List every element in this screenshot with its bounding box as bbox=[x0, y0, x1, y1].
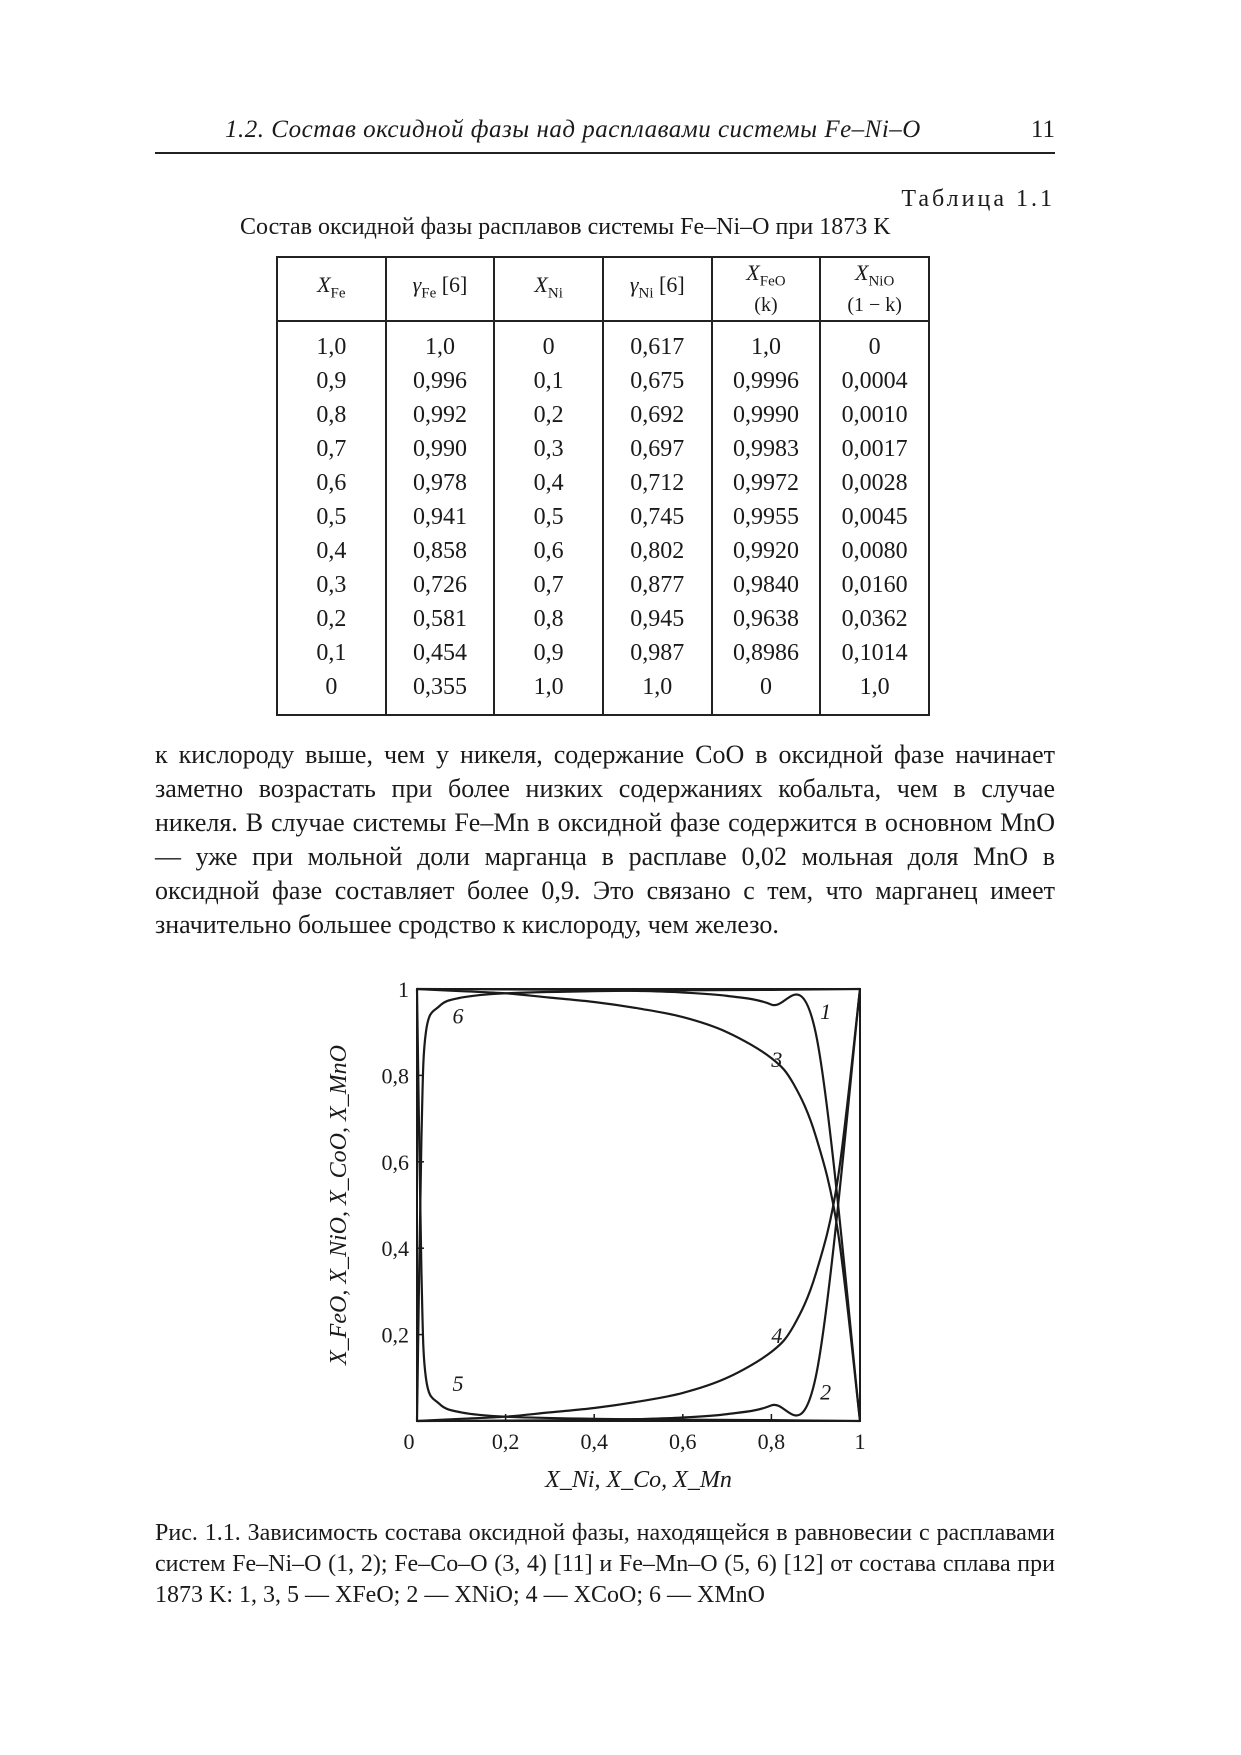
table-cell: 0 bbox=[820, 321, 929, 364]
table-cell: 0 bbox=[712, 670, 821, 715]
table-cell: 0,0028 bbox=[820, 466, 929, 500]
table-cell: 0,9955 bbox=[712, 500, 821, 534]
table-cell: 0,8 bbox=[494, 602, 603, 636]
header-subscript: Fe bbox=[421, 285, 437, 302]
series-line-4 bbox=[417, 989, 860, 1421]
header-symbol: $X_{Ni}$ bbox=[534, 271, 563, 302]
chart bbox=[320, 975, 920, 1515]
series-line-1 bbox=[417, 989, 860, 1421]
table-cell: 1,0 bbox=[386, 321, 495, 364]
data-table bbox=[276, 256, 930, 716]
x-tick-label: 0,8 bbox=[757, 1429, 786, 1454]
table-header-row bbox=[277, 257, 929, 321]
header-subscript: Fe bbox=[330, 285, 346, 302]
table-header-cell bbox=[494, 257, 603, 321]
series-line-6 bbox=[417, 989, 860, 1421]
header-symbol: $\gamma_{Fe}$ bbox=[412, 271, 437, 302]
table-cell: 0,6 bbox=[277, 466, 386, 500]
y-tick-label: 0,6 bbox=[381, 1149, 409, 1175]
curve-label-5: 5 bbox=[452, 1370, 464, 1396]
series-line-2 bbox=[417, 989, 860, 1421]
table-cell: 0,3 bbox=[494, 432, 603, 466]
running-head bbox=[155, 116, 1055, 154]
table-cell: 0,1 bbox=[494, 364, 603, 398]
x-axis-label: X_Ni, X_Co, X_Mn bbox=[545, 1467, 732, 1493]
x-tick-label: 0,6 bbox=[669, 1429, 697, 1454]
table-cell: 1,0 bbox=[277, 321, 386, 364]
table-cell: 0,877 bbox=[603, 568, 712, 602]
table-cell: 0,675 bbox=[603, 364, 712, 398]
table-cell: 0,1 bbox=[277, 636, 386, 670]
table-cell: 0,581 bbox=[386, 602, 495, 636]
table-row bbox=[277, 500, 929, 534]
y-tick-label: 0,4 bbox=[381, 1236, 409, 1262]
table-cell: 0,2 bbox=[494, 398, 603, 432]
table-cell: 0,0362 bbox=[820, 602, 929, 636]
table-cell: 0,0080 bbox=[820, 534, 929, 568]
curve-label-2: 2 bbox=[820, 1379, 832, 1405]
table-cell: 0,978 bbox=[386, 466, 495, 500]
curve-label-3: 3 bbox=[771, 1046, 783, 1072]
table-cell: 0,4 bbox=[494, 466, 603, 500]
header-subscript: Ni bbox=[638, 285, 654, 302]
x-tick-label: 0 bbox=[403, 1429, 415, 1454]
table-cell: 0,992 bbox=[386, 398, 495, 432]
table-cell: 0,4 bbox=[277, 534, 386, 568]
table-cell: 1,0 bbox=[820, 670, 929, 715]
table-row bbox=[277, 636, 929, 670]
running-head-title: 1.2. Состав оксидной фазы над расплавами системы Fe–Ni–O bbox=[225, 116, 921, 143]
table-row bbox=[277, 534, 929, 568]
table-cell: 0,802 bbox=[603, 534, 712, 568]
table-cell: 0,9840 bbox=[712, 568, 821, 602]
table-cell: 0,0017 bbox=[820, 432, 929, 466]
plot-frame bbox=[417, 989, 860, 1421]
table-cell: 0,9983 bbox=[712, 432, 821, 466]
header-symbol: $\gamma_{Ni}$ bbox=[629, 271, 654, 302]
figure-caption bbox=[155, 1518, 1055, 1611]
body-paragraph: к кислороду выше, чем у никеля, содержание CoO в оксидной фазе начинает заметно возрастать при более низких содержаниях кобальта, чем в случае никеля. В случае системы Fe–Mn в оксидной фазе содержится в основном MnO — уже при мольной доли марганца в расплаве 0,02 мольная доля MnO в оксидной фазе составляет более 0,9. Это связано с тем, что марганец имеет значительно большее сродство к кислороду, чем железо. bbox=[155, 740, 1055, 939]
x-tick-label: 0,4 bbox=[580, 1429, 608, 1454]
table-cell: 0,0004 bbox=[820, 364, 929, 398]
y-tick-label: 1 bbox=[398, 977, 409, 1002]
header-extra: (1 − k) bbox=[847, 293, 902, 316]
table-cell: 0,692 bbox=[603, 398, 712, 432]
header-symbol: $X_{FeO}$ bbox=[746, 260, 786, 290]
table-cell: 0,9920 bbox=[712, 534, 821, 568]
table-caption: Состав оксидной фазы расплавов системы Fe–Ni–O при 1873 K bbox=[240, 214, 891, 240]
table-cell: 0,726 bbox=[386, 568, 495, 602]
y-tick-label: 0,8 bbox=[381, 1063, 409, 1089]
table-cell: 0 bbox=[494, 321, 603, 364]
table-cell: 0,858 bbox=[386, 534, 495, 568]
table-cell: 0,7 bbox=[494, 568, 603, 602]
figure-caption-text: Рис. 1.1. Зависимость состава оксидной фазы, находящейся в равновесии с расплавами систем Fe–Ni–O (1, 2); Fe–Co–O (3, 4) [11] и Fe–Mn–O (5, 6) [12] от состава сплава при 1873 K: 1, 3, 5 — XFeO; 2 — XNiO; 4 — XCoO; 6 — XMnO bbox=[155, 1520, 1055, 1608]
x-tick-label: 0,2 bbox=[491, 1429, 520, 1454]
header-extra: [6] bbox=[653, 271, 685, 297]
table-cell: 0,2 bbox=[277, 602, 386, 636]
header-extra: [6] bbox=[436, 271, 468, 297]
table-cell: 0,7 bbox=[277, 432, 386, 466]
table-cell: 0,5 bbox=[494, 500, 603, 534]
table-cell: 0,5 bbox=[277, 500, 386, 534]
table-cell: 1,0 bbox=[494, 670, 603, 715]
table-cell: 1,0 bbox=[712, 321, 821, 364]
table-cell: 0,9972 bbox=[712, 466, 821, 500]
table-cell: 0,941 bbox=[386, 500, 495, 534]
table-row bbox=[277, 321, 929, 364]
table-row bbox=[277, 398, 929, 432]
figure bbox=[320, 975, 920, 1515]
table-cell: 0,8986 bbox=[712, 636, 821, 670]
table-header-cell bbox=[603, 257, 712, 321]
curve-label-4: 4 bbox=[771, 1323, 783, 1349]
table-cell: 0,3 bbox=[277, 568, 386, 602]
table-cell: 0,355 bbox=[386, 670, 495, 715]
table-cell: 0,9990 bbox=[712, 398, 821, 432]
table-cell: 0,0010 bbox=[820, 398, 929, 432]
table-row bbox=[277, 568, 929, 602]
table-header-cell bbox=[712, 257, 821, 321]
curve-label-1: 1 bbox=[820, 999, 832, 1025]
table-cell: 0,945 bbox=[603, 602, 712, 636]
table-cell: 0,0045 bbox=[820, 500, 929, 534]
table-cell: 0,617 bbox=[603, 321, 712, 364]
header-subscript: FeO bbox=[759, 273, 786, 290]
table-cell: 0,9996 bbox=[712, 364, 821, 398]
table-cell: 0,1014 bbox=[820, 636, 929, 670]
table-row bbox=[277, 602, 929, 636]
table-row bbox=[277, 466, 929, 500]
table-cell: 0,9 bbox=[277, 364, 386, 398]
table-header-cell bbox=[386, 257, 495, 321]
table-cell: 0,6 bbox=[494, 534, 603, 568]
table-cell: 0,697 bbox=[603, 432, 712, 466]
table-row bbox=[277, 670, 929, 715]
header-subscript: Ni bbox=[547, 285, 563, 302]
table-cell: 0,0160 bbox=[820, 568, 929, 602]
series-line-5 bbox=[417, 989, 860, 1421]
table-cell: 0,712 bbox=[603, 466, 712, 500]
table-cell: 0,745 bbox=[603, 500, 712, 534]
table-cell: 0,996 bbox=[386, 364, 495, 398]
table-label: Таблица 1.1 bbox=[901, 186, 1055, 212]
table-row bbox=[277, 432, 929, 466]
table-cell: 0 bbox=[277, 670, 386, 715]
table-header-cell bbox=[820, 257, 929, 321]
body-text bbox=[155, 738, 1055, 942]
y-tick-label: 0,2 bbox=[381, 1322, 409, 1348]
table-cell: 0,8 bbox=[277, 398, 386, 432]
table-cell: 0,990 bbox=[386, 432, 495, 466]
curve-label-6: 6 bbox=[452, 1003, 464, 1029]
page-number: 11 bbox=[1030, 116, 1055, 143]
x-tick-label: 1 bbox=[854, 1429, 866, 1454]
header-symbol: $X_{NiO}$ bbox=[854, 260, 895, 290]
y-axis-label: X_FeO, X_NiO, X_CoO, X_MnO bbox=[326, 1045, 352, 1365]
table-cell: 0,987 bbox=[603, 636, 712, 670]
table-cell: 1,0 bbox=[603, 670, 712, 715]
table-cell: 0,9638 bbox=[712, 602, 821, 636]
table-row bbox=[277, 364, 929, 398]
table-cell: 0,9 bbox=[494, 636, 603, 670]
series-line-3 bbox=[417, 989, 860, 1421]
header-symbol: $X_{Fe}$ bbox=[317, 271, 346, 302]
header-extra: (k) bbox=[754, 293, 778, 316]
header-subscript: NiO bbox=[868, 273, 895, 290]
table-header-cell bbox=[277, 257, 386, 321]
table-cell: 0,454 bbox=[386, 636, 495, 670]
